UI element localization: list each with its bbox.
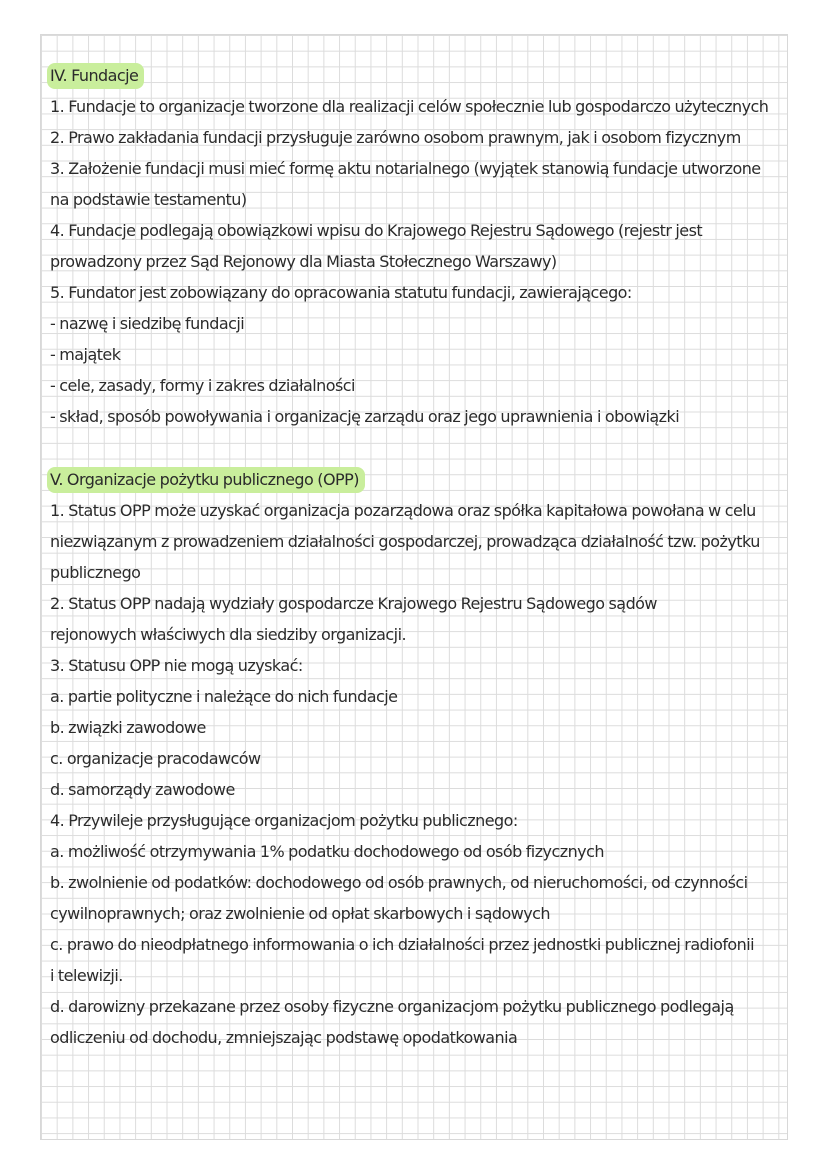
section-gap [50, 432, 776, 464]
section-v-heading-line [50, 464, 776, 495]
section-iv-heading: IV. Fundacje [47, 63, 144, 89]
notes-content [50, 60, 776, 1053]
text-line: 4. Przywileje przysługujące organizacjom pożytku publicznego: [50, 811, 518, 830]
text-line: niezwiązanym z prowadzeniem działalności gospodarczej, prowadząca działalność tzw. pożytku [50, 532, 760, 551]
text-line: 3. Statusu OPP nie mogą uzyskać: [50, 656, 303, 675]
text-line: d. samorządy zawodowe [50, 780, 235, 799]
text-line: d. darowizny przekazane przez osoby fizyczne organizacjom pożytku publicznego podlegają [50, 997, 734, 1016]
section-v-heading: V. Organizacje pożytku publicznego (OPP) [47, 467, 365, 493]
text-line: - skład, sposób powoływania i organizację zarządu oraz jego uprawnienia i obowiązki [50, 407, 680, 426]
text-line: - nazwę i siedzibę fundacji [50, 314, 245, 333]
text-line: 1. Fundacje to organizacje tworzone dla realizacji celów społecznie lub gospodarczo użytecznych [50, 97, 769, 116]
text-line: a. możliwość otrzymywania 1% podatku dochodowego od osób fizycznych [50, 842, 604, 861]
text-line: 2. Status OPP nadają wydziały gospodarcze Krajowego Rejestru Sądowego sądów [50, 594, 657, 613]
text-line: - cele, zasady, formy i zakres działalności [50, 376, 355, 395]
text-line: b. zwolnienie od podatków: dochodowego od osób prawnych, od nieruchomości, od czynności [50, 873, 748, 892]
section-iv-heading-line [50, 60, 776, 91]
text-line: c. prawo do nieodpłatnego informowania o ich działalności przez jednostki publicznej radiofonii [50, 935, 755, 954]
text-line: 4. Fundacje podlegają obowiązkowi wpisu do Krajowego Rejestru Sądowego (rejestr jest [50, 221, 703, 240]
text-line: na podstawie testamentu) [50, 190, 247, 209]
text-line: - majątek [50, 345, 121, 364]
text-line: publicznego [50, 563, 141, 582]
text-line: i telewizji. [50, 966, 123, 985]
text-line: 1. Status OPP może uzyskać organizacja pozarządowa oraz spółka kapitałowa powołana w celu [50, 501, 756, 520]
text-line: b. związki zawodowe [50, 718, 206, 737]
text-line: 2. Prawo zakładania fundacji przysługuje zarówno osobom prawnym, jak i osobom fizycznym [50, 128, 741, 147]
text-line: c. organizacje pracodawców [50, 749, 261, 768]
text-line: cywilnoprawnych; oraz zwolnienie od opłat skarbowych i sądowych [50, 904, 551, 923]
text-line: 5. Fundator jest zobowiązany do opracowania statutu fundacji, zawierającego: [50, 283, 632, 302]
text-line: 3. Założenie fundacji musi mieć formę aktu notarialnego (wyjątek stanowią fundacje utworzone [50, 159, 761, 178]
text-line: a. partie polityczne i należące do nich fundacje [50, 687, 398, 706]
text-line: rejonowych właściwych dla siedziby organizacji. [50, 625, 406, 644]
text-line: odliczeniu od dochodu, zmniejszając podstawę opodatkowania [50, 1028, 518, 1047]
text-line: prowadzony przez Sąd Rejonowy dla Miasta Stołecznego Warszawy) [50, 252, 557, 271]
